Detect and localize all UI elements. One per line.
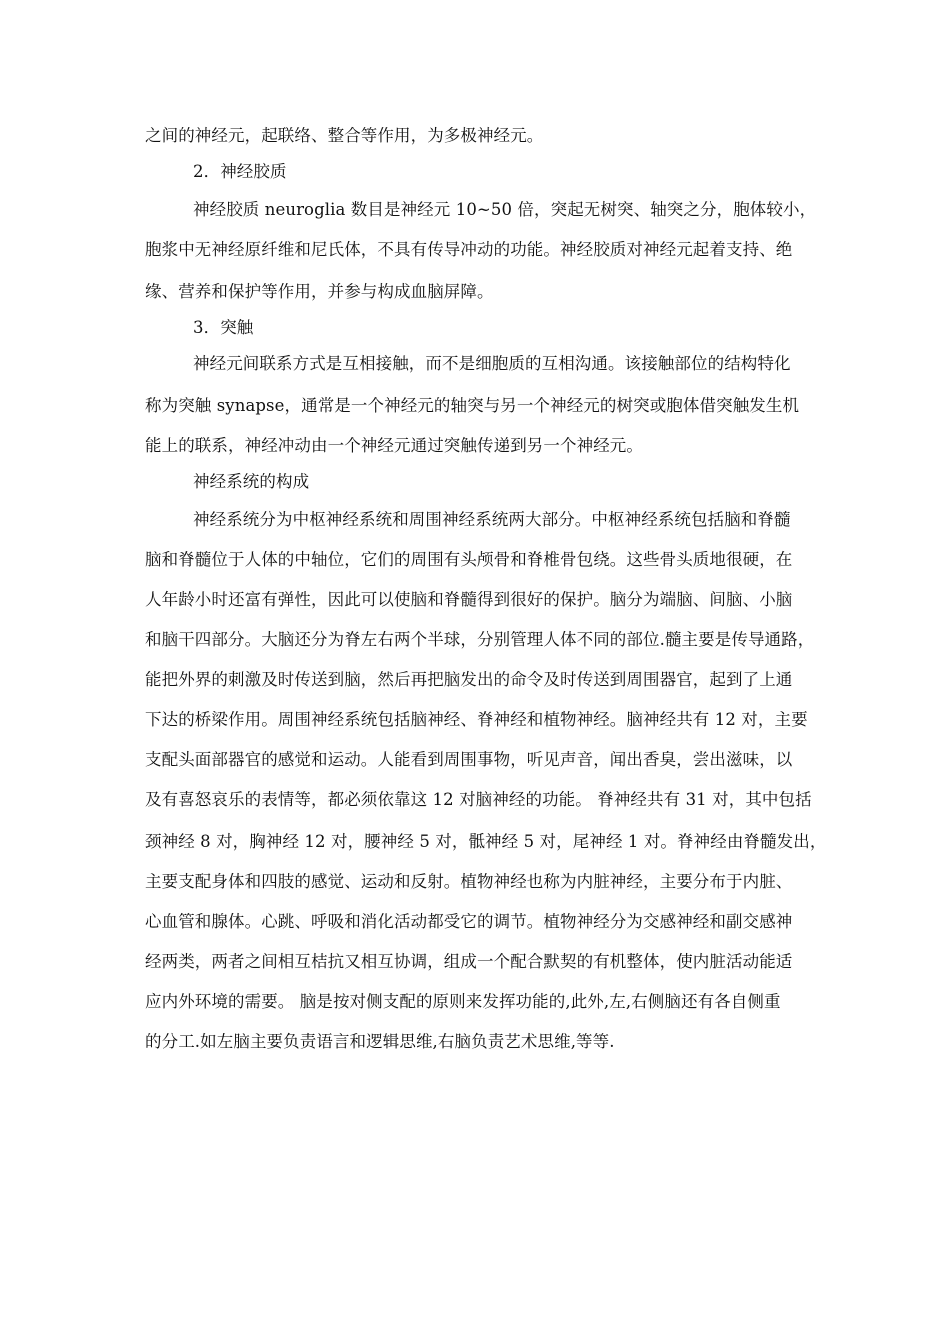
text-line: 心血管和腺体。心跳、呼吸和消化活动都受它的调节。植物神经分为交感神经和副交感神: [145, 912, 793, 931]
text-line: 之间的神经元，起联络、整合等作用，为多极神经元。: [145, 126, 544, 145]
section-heading-neuroglia: 2．神经胶质: [193, 162, 287, 181]
text-line: 支配头面部器官的感觉和运动。人能看到周围事物，听见声音，闻出香臭，尝出滋味，以: [145, 750, 793, 769]
text-line: 人年龄小时还富有弹性，因此可以使脑和脊髓得到很好的保护。脑分为端脑、间脑、小脑: [145, 590, 793, 609]
text-line: 能上的联系，神经冲动由一个神经元通过突触传递到另一个神经元。: [145, 436, 643, 455]
text-line: 神经胶质 neuroglia 数目是神经元 10~50 倍，突起无树突、轴突之分，胞体较小，: [193, 200, 817, 219]
text-line: 颈神经 8 对，胸神经 12 对，腰神经 5 对，骶神经 5 对，尾神经 1 对。脊神经由脊髓发出，: [145, 832, 827, 851]
text-line: 的分工.如左脑主要负责语言和逻辑思维,右脑负责艺术思维,等等.: [145, 1032, 615, 1051]
text-line: 经两类，两者之间相互桔抗又相互协调，组成一个配合默契的有机整体，使内脏活动能适: [145, 952, 793, 971]
text-line: 神经元间联系方式是互相接触，而不是细胞质的互相沟通。该接触部位的结构特化: [193, 354, 791, 373]
section-heading-synapse: 3．突触: [193, 318, 254, 337]
text-line: 下达的桥梁作用。周围神经系统包括脑神经、脊神经和植物神经。脑神经共有 12 对，主要: [145, 710, 808, 729]
text-line: 神经系统分为中枢神经系统和周围神经系统两大部分。中枢神经系统包括脑和脊髓: [193, 510, 791, 529]
text-line: 缘、营养和保护等作用，并参与构成血脑屏障。: [145, 282, 494, 301]
text-line: 胞浆中无神经原纤维和尼氏体，不具有传导冲动的功能。神经胶质对神经元起着支持、绝: [145, 240, 793, 259]
text-line: 主要支配身体和四肢的感觉、运动和反射。植物神经也称为内脏神经，主要分布于内脏、: [145, 872, 793, 891]
section-heading-nervous-system: 神经系统的构成: [193, 472, 310, 491]
text-line: 应内外环境的需要。 脑是按对侧支配的原则来发挥功能的,此外,左,右侧脑还有各自侧重: [145, 992, 781, 1011]
text-line: 和脑干四部分。大脑还分为脊左右两个半球，分别管理人体不同的部位.髓主要是传导通路，: [145, 630, 815, 649]
text-line: 及有喜怒哀乐的表情等，都必须依靠这 12 对脑神经的功能。 脊神经共有 31 对，其中包括: [145, 790, 812, 809]
text-line: 能把外界的刺激及时传送到脑，然后再把脑发出的命令及时传送到周围器官，起到了上通: [145, 670, 793, 689]
text-line: 脑和脊髓位于人体的中轴位，它们的周围有头颅骨和脊椎骨包绕。这些骨头质地很硬，在: [145, 550, 793, 569]
text-line: 称为突触 synapse，通常是一个神经元的轴突与另一个神经元的树突或胞体借突触发生机: [145, 396, 800, 415]
